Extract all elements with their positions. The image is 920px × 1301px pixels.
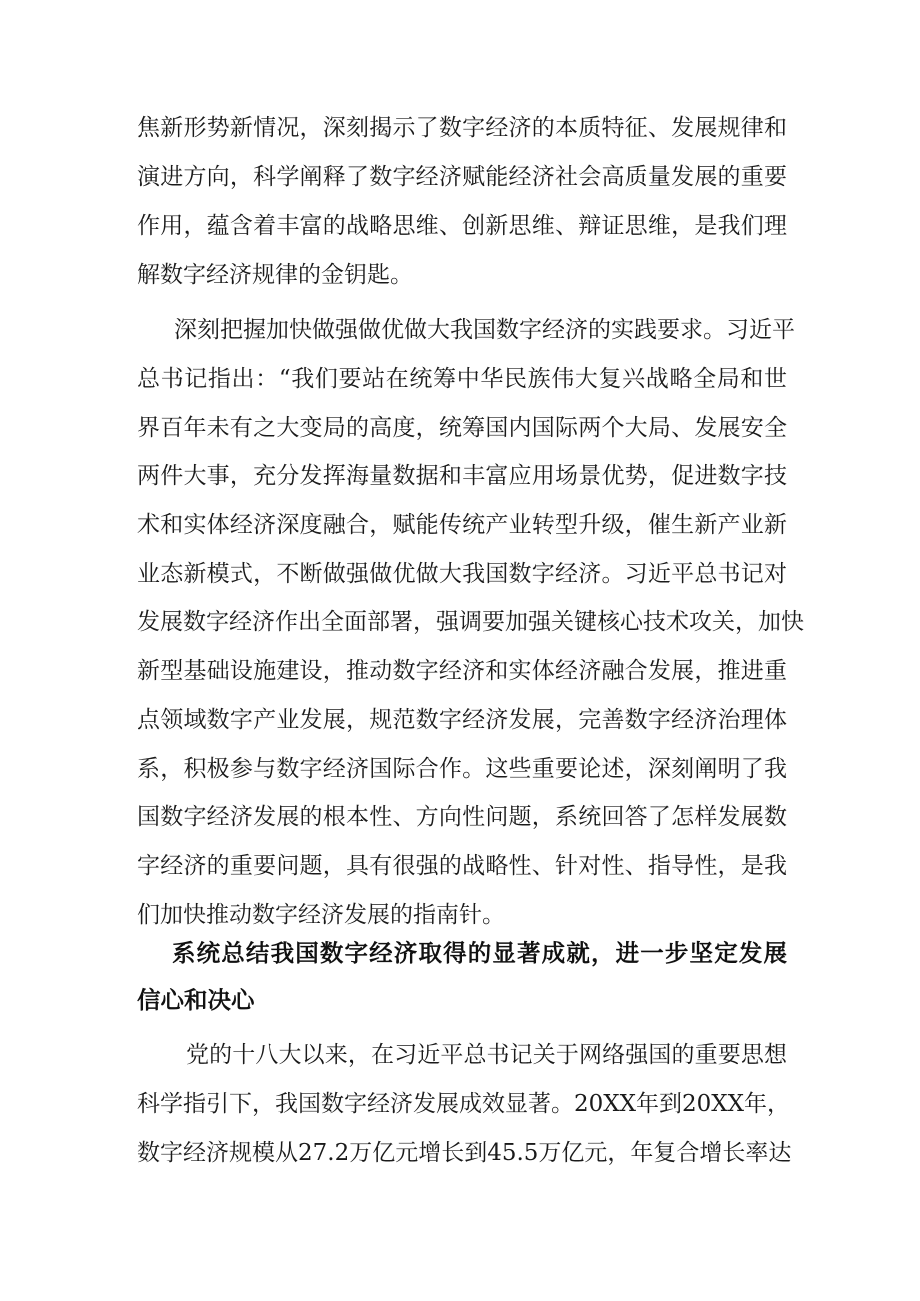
body-text-line: 数字经济规模从27.2万亿元增长到45.5万亿元，年复合增长率达: [137, 1140, 792, 1166]
body-text-line: 界百年未有之大变局的高度，统筹国内国际两个大局、发展安全: [137, 415, 787, 441]
body-text-line: 国数字经济发展的根本性、方向性问题，系统回答了怎样发展数: [137, 804, 787, 830]
body-text-line: 们加快推动数字经济发展的指南针。: [137, 902, 505, 928]
section-heading: 系统总结我国数字经济取得的显著成就，进一步坚定发展: [172, 939, 787, 967]
body-text-line: 作用，蕴含着丰富的战略思维、创新思维、辩证思维，是我们理: [137, 213, 787, 239]
paragraph-first-line: 党的十八大以来，在习近平总书记关于网络强国的重要思想: [186, 1042, 787, 1068]
body-text-line: 点领域数字产业发展，规范数字经济发展，完善数字经济治理体: [137, 707, 787, 733]
body-text-line: 系，积极参与数字经济国际合作。这些重要论述，深刻阐明了我: [137, 756, 787, 782]
body-text-line: 解数字经济规律的金钥匙。: [137, 262, 413, 288]
paragraph-first-line: 深刻把握加快做强做优做大我国数字经济的实践要求。习近平: [174, 317, 795, 343]
body-text-line: 总书记指出：“我们要站在统筹中华民族伟大复兴战略全局和世: [137, 366, 787, 392]
body-text-line: 术和实体经济深度融合，赋能传统产业转型升级，催生新产业新: [137, 512, 787, 538]
body-text-line: 字经济的重要问题，具有很强的战略性、针对性、指导性，是我: [137, 853, 787, 879]
body-text-line: 发展数字经济作出全面部署，强调要加强关键核心技术攻关，加快: [137, 609, 804, 635]
body-text-line: 两件大事，充分发挥海量数据和丰富应用场景优势，促进数字技: [137, 463, 787, 489]
body-text-line: 演进方向，科学阐释了数字经济赋能经济社会高质量发展的重要: [137, 164, 787, 190]
body-text-line: 科学指引下，我国数字经济发展成效显著。20XX年到20XX年，: [137, 1091, 791, 1117]
section-heading-continued: 信心和决心: [137, 986, 255, 1014]
body-text-line: 焦新形势新情况，深刻揭示了数字经济的本质特征、发展规律和: [137, 115, 787, 141]
body-text-line: 业态新模式，不断做强做优做大我国数字经济。习近平总书记对: [137, 561, 787, 587]
body-text-line: 新型基础设施建设，推动数字经济和实体经济融合发展，推进重: [137, 658, 787, 684]
